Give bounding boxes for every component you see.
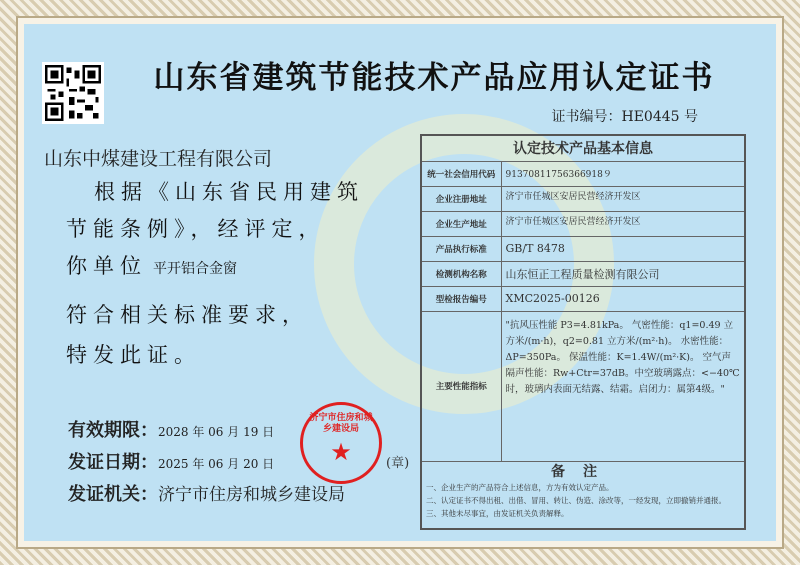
body-line-2: 节能条例》，经评定， bbox=[66, 217, 326, 241]
body-line-5: 特发此证。 bbox=[66, 343, 201, 367]
row-label: 企业注册地址 bbox=[421, 186, 501, 211]
validity-value: 2028 年 06 月 19 日 bbox=[158, 425, 275, 439]
note-item: 二、认定证书不得出租、出借、冒用、转让、伪造、涂改等，一经发现，立即撤销并通报。 bbox=[426, 495, 726, 505]
certificate bbox=[24, 24, 776, 541]
product-info-table bbox=[420, 134, 746, 530]
row-value: XMC2025-00126 bbox=[501, 286, 745, 311]
official-seal bbox=[300, 402, 382, 484]
row-value: GB/T 8478 bbox=[501, 236, 745, 261]
body-line-4: 符合相关标准要求， bbox=[66, 303, 309, 327]
row-value: 济宁市任城区安居民营经济开发区 bbox=[501, 211, 745, 236]
validity bbox=[68, 416, 274, 442]
table-row bbox=[421, 186, 745, 211]
company-name: 山东中煤建设工程有限公司 bbox=[44, 148, 273, 170]
cert-no-label: 证书编号： bbox=[551, 109, 622, 125]
cert-no-value: HE0445 号 bbox=[621, 109, 698, 125]
row-label: 检测机构名称 bbox=[421, 261, 501, 286]
issue-date bbox=[68, 448, 274, 474]
row-label: 企业生产地址 bbox=[421, 211, 501, 236]
row-value: 91370811756366918９ bbox=[501, 161, 745, 186]
row-value: 济宁市任城区安居民营经济开发区 bbox=[501, 186, 745, 211]
row-label: 产品执行标准 bbox=[421, 236, 501, 261]
notes-title: 备注 bbox=[551, 463, 615, 480]
row-label: 主要性能指标 bbox=[421, 311, 501, 461]
table-row bbox=[421, 236, 745, 261]
performance-value: "抗风压性能 P3=4.81kPa。 气密性能：q1=0.49 立方米/(m·h)，q2=0.81 立方米/(m²·h)。 水密性能：ΔP=350Pa。 保温性能：K=1.4W/(m²·K)。 空气声隔声性能：Rw+Ctr=37dB。中空玻璃露点：<−40℃时，玻璃内表面无结露、结霜。启闭力：属第4级。" bbox=[501, 311, 745, 461]
table-row bbox=[421, 161, 745, 186]
page-title: 山东省建筑节能技术产品应用认定证书 bbox=[153, 60, 715, 96]
body-line-3 bbox=[66, 250, 237, 280]
qr-code bbox=[42, 62, 104, 124]
issuer bbox=[68, 480, 345, 506]
certificate-number bbox=[551, 106, 698, 126]
table-row bbox=[421, 311, 745, 461]
table-row bbox=[421, 286, 745, 311]
issuer-label: 发证机关： bbox=[68, 484, 158, 505]
note-item: 三、其他未尽事宜，由发证机关负责解释。 bbox=[426, 508, 569, 518]
row-label: 型检报告编号 bbox=[421, 286, 501, 311]
body-line-3-text: 你单位 bbox=[66, 254, 147, 278]
seal-text: 济宁市住房和城乡建设局 bbox=[309, 413, 373, 434]
seal-mark: (章) bbox=[386, 456, 410, 471]
product-name: 平开铝合金窗 bbox=[153, 261, 237, 277]
issue-date-label: 发证日期： bbox=[68, 452, 158, 473]
body-line-1: 根据《山东省民用建筑 bbox=[94, 180, 364, 204]
table-row bbox=[421, 261, 745, 286]
validity-label: 有效期限： bbox=[68, 420, 158, 441]
notes bbox=[421, 461, 745, 529]
row-label: 统一社会信用代码 bbox=[421, 161, 501, 186]
issue-date-value: 2025 年 06 月 20 日 bbox=[158, 457, 275, 471]
table-row bbox=[421, 211, 745, 236]
issuer-value: 济宁市住房和城乡建设局 bbox=[158, 485, 345, 505]
table-header: 认定技术产品基本信息 bbox=[421, 135, 745, 161]
note-item: 一、企业生产的产品符合上述信息，方为有效认定产品。 bbox=[426, 482, 614, 492]
star-icon: ★ bbox=[330, 438, 352, 466]
row-value: 山东恒正工程质量检测有限公司 bbox=[501, 261, 745, 286]
